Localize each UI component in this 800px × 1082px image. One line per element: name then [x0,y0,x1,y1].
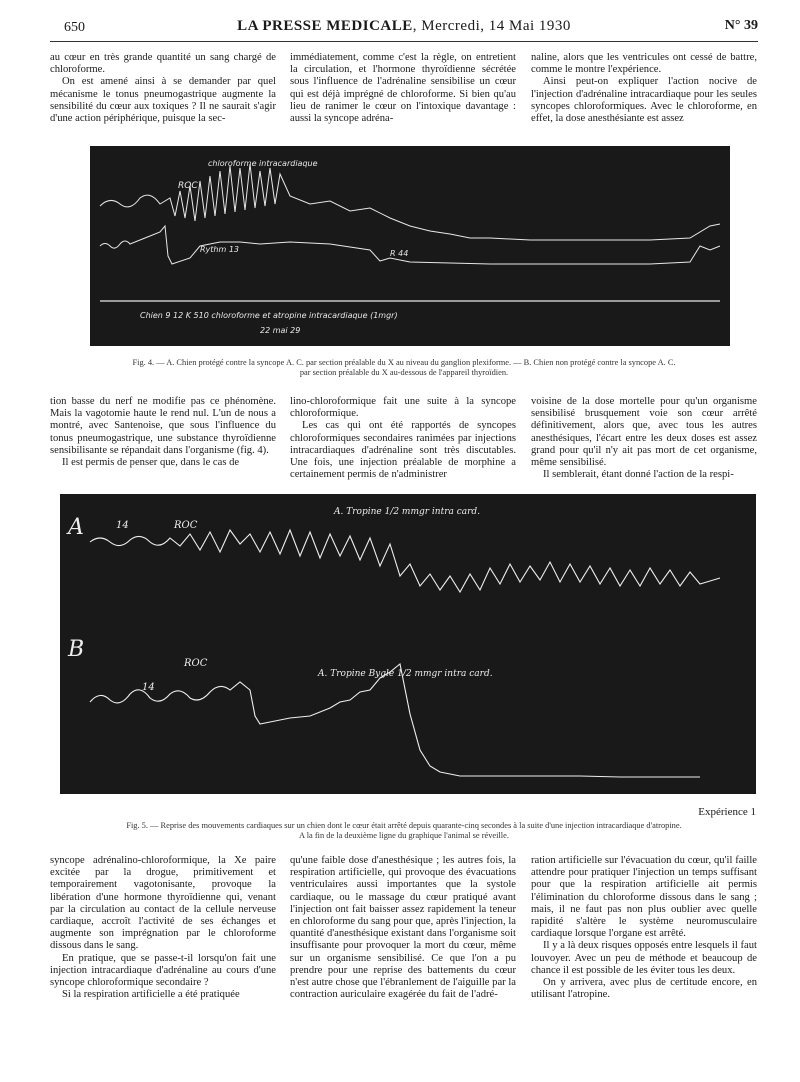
label-a-roc: ROC [174,520,198,531]
paragraph: Ainsi peut-on expliquer l'action nocive de l'injection d'adrénaline intracardiaque pour les seules syncopes chloroformiques. Avec le chloroforme, en effet, la dose anesthésiante est assez [531,76,757,125]
middle-column-1 [50,396,276,469]
tracing-lower [100,226,720,264]
label-chien: Chien 9 12 K 510 chloroforme et atropine intracardiaque (1mgr) [140,311,398,320]
label-rythm2: R 44 [390,249,409,258]
top-column-3 [531,52,757,125]
page-number: 650 [64,20,85,35]
tracing-b [90,664,700,777]
caption-line: par section préalable du X au-dessous de l'appareil thyroïdien. [299,368,509,377]
paragraph: Si la respiration artificielle a été pratiquée [62,989,240,1001]
paragraph: Les cas qui ont été rapportés de syncopes chloroformiques secondaires ranimées par injections intracardiaques d'adrénaline sont très discutables. Une fois, une injection préalable de morphine a certainement permis de n'administrer [290,420,516,481]
middle-column-3 [531,396,757,481]
label-rythm: Rythm 13 [200,245,240,254]
figure-4-svg [90,146,730,346]
paragraph: Il semblerait, étant donné l'action de la respi- [543,469,734,481]
tracing-upper [100,164,720,240]
label-b-roc: ROC [184,658,208,669]
paragraph: voisine de la dose mortelle pour qu'un organisme sensibilisé brusquement voie son cœur arrêté définitivement, alors que, avec tous les autres anesthésiques, l'écart entre les deux doses est assez grand pour qu'il n'y ait pas mort de cet organisme, même sensibilisé. [531,396,757,469]
label-chloroforme: chloroforme intracardiaque [208,159,318,168]
label-a: A [68,515,84,540]
caption-line: Fig. 5. — Reprise des mouvements cardiaques sur un chien dont le cœur était arrêté depuis quarante-cinq secondes à la suite d'une injection intracardiaque d'atropine. [126,821,682,830]
paragraph: naline, alors que les ventricules ont cessé de battre, comme le montre l'expérience. [531,52,757,76]
figure-5-caption [50,821,758,841]
figure-5-tracing [60,494,756,794]
label-b-14: 14 [142,682,155,693]
label-date: 22 mai 29 [260,326,301,335]
tracing-a [90,530,720,592]
paragraph: syncope adrénalino-chloroformique, la Xe paire excitée par la drogue, primitivement et temporairement vagotonisante, provoque la libération d'une hormone thyroïdienne qui, venant par la circulation au contact de la cellule nerveuse cardiaque, accroît l'activité de ses échanges et augmente son imprégnation par le chloroforme dissous dans le sang. [50,855,276,952]
bottom-column-1 [50,855,276,1001]
figure-5-svg [60,494,756,794]
paragraph: On y arrivera, avec plus de certitude encore, en utilisant l'atropine. [531,977,757,1001]
paragraph: En pratique, que se passe-t-il lorsqu'on fait une injection intracardiaque d'adrénaline au cours d'une syncope chloroformique secondaire ? [50,952,276,989]
paragraph: tion basse du nerf ne modifie pas ce phénomène. Mais la vagotomie haute le rend nul. L'un de nous a montré, avec Santenoise, que sous l'influence du tonus pneumogastrique, une substance thyroïdienne sensibilisante se répandait dans l'organisme (fig. 4). [50,396,276,456]
label-roc: ROC [178,181,198,191]
label-a-injection: A. Tropine 1/2 mmgr intra card. [334,507,481,517]
header-rule [50,41,758,42]
journal-name: LA PRESSE MEDICALE [237,18,413,34]
middle-column-2 [290,396,516,481]
label-b: B [68,637,85,662]
paragraph: qu'une faible dose d'anesthésique ; les autres fois, la respiration artificielle, qui provoque des évacuations ventriculaires aussi importantes que la systole cardiaque, ou le massage du cœur pratiqué avant l'injection ont fait baisser assez rapidement la teneur en chloroforme du sang pour que, après l'injection, la quantité d'anesthésique existant dans l'organisme soit insuffisante pour provoquer la mort du cœur, même sur un organisme sensibilisé. Ce que l'on a pu prendre pour une reprise des battements du cœur n'est autre chose que l'ébranlement de l'aiguille par la contraction auriculaire exagérée du fait de l'adré- [290,855,516,1001]
issue-date: Mercredi, 14 Mai 1930 [421,18,571,34]
paragraph: immédiatement, comme c'est la règle, on entretient la circulation, et l'hormone thyroïdienne sécrétée sous l'influence de l'adrénaline sensibilise un cœur qui est déjà imprégné de chloroforme. Si bien qu'au lieu de ranimer le cœur on l'intoxique davantage : aussi la syncope adréna- [290,52,516,125]
caption-line: A la fin de la deuxième ligne du graphique l'animal se réveille. [299,831,509,840]
top-column-1 [50,52,276,125]
page-header [50,18,758,38]
label-b-injection: A. Tropine Bygle 1/2 mmgr intra card. [318,669,493,679]
top-column-2 [290,52,516,125]
paragraph: ration artificielle sur l'évacuation du cœur, qu'il faille attendre pour pratiquer l'injection un temps suffisant pour que la respiration artificielle ait permis l'élimination du chloroforme dissous dans le sang ; mais, il ne faut pas non plus oublier avec quelle rapidité s'altère le système neuromusculaire cardiaque lorsque l'organe est arrêté. [531,855,757,940]
paragraph: Il est permis de penser que, dans le cas de [62,457,240,469]
experience-label: Expérience 1 [698,806,756,818]
figure-4-caption [50,358,758,378]
issue-number: N° 39 [724,18,758,33]
caption-line: Fig. 4. — A. Chien protégé contre la syncope A. C. par section préalable du X au niveau du ganglion plexiforme. — B. Chien non protégé contre la syncope A. C. [132,358,676,367]
paragraph: Il y a là deux risques opposés entre lesquels il faut louvoyer. Avec un peu de méthode et beaucoup de chance il est possible de les éviter tous les deux. [531,940,757,976]
paragraph: On est amené ainsi à se demander par quel mécanisme le tonus pneumogastrique augmente la sensibilité du cœur aux toxiques ? Il ne saurait s'agir d'une action périphérique, puisque la sec- [50,76,276,125]
paragraph: au cœur en très grande quantité un sang chargé de chloroforme. [50,52,276,76]
journal-title: LA PRESSE MEDICALE, Mercredi, 14 Mai 1930 [237,18,571,34]
bottom-column-2 [290,855,516,1001]
bottom-column-3 [531,855,757,1001]
paragraph: lino-chloroformique fait une suite à la syncope chloroformique. [290,396,516,420]
label-a-14: 14 [116,520,129,531]
figure-4-tracing [90,146,730,346]
